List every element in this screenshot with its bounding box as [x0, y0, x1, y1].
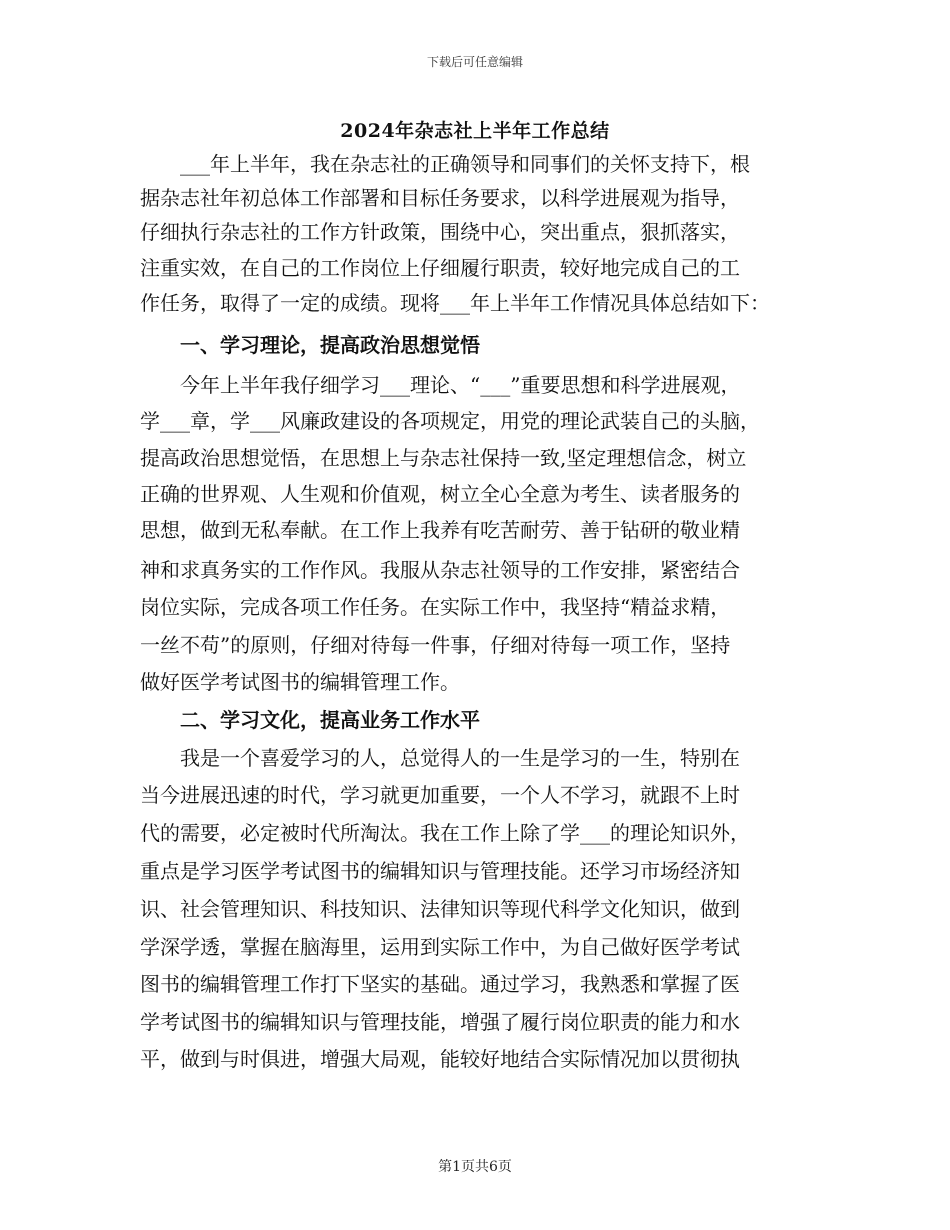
document-title: 2024年杂志社上半年工作总结 [340, 120, 610, 142]
body-line: 思想，做到无私奉献。在工作上我养有吃苦耐劳、善于钻研的敬业精 [140, 518, 740, 542]
page-footer-number: 第1页共6页 [438, 1159, 512, 1175]
body-line: 神和求真务实的工作作风。我服从杂志社领导的工作安排，紧密结合 [140, 558, 740, 582]
body-line: 仔细执行杂志社的工作方针政策，围绕中心，突出重点，狠抓落实， [140, 220, 740, 244]
body-line: 重点是学习医学考试图书的编辑知识与管理技能。还学习市场经济知 [140, 859, 740, 883]
body-line: 平，做到与时俱进，增强大局观，能较好地结合实际情况加以贯彻执 [140, 1047, 740, 1071]
body-line: 做好医学考试图书的编辑管理工作。 [140, 670, 460, 694]
body-line: 学深学透，掌握在脑海里，运用到实际工作中，为自己做好医学考试 [140, 935, 740, 959]
body-line: ___年上半年，我在杂志社的正确领导和同事们的关怀支持下，根 [140, 152, 750, 176]
body-line: 图书的编辑管理工作打下坚实的基础。通过学习，我熟悉和掌握了医 [140, 972, 740, 996]
body-line: 学考试图书的编辑知识与管理技能，增强了履行岗位职责的能力和水 [140, 1010, 740, 1034]
body-line: 正确的世界观、人生观和价值观，树立全心全意为考生、读者服务的 [140, 482, 740, 506]
section-heading-1: 一、学习理论，提高政治思想觉悟 [140, 333, 480, 357]
body-line: 代的需要，必定被时代所淘汰。我在工作上除了学___的理论知识外， [140, 821, 750, 845]
body-line: 今年上半年我仔细学习___理论、“___”重要思想和科学进展观， [140, 373, 741, 397]
body-line: 我是一个喜爱学习的人，总觉得人的一生是学习的一生，特别在 [140, 746, 740, 770]
page-header-note: 下载后可任意编辑 [426, 55, 523, 69]
body-line: 学___章，学___风廉政建设的各项规定，用党的理论武装自己的头脑， [140, 409, 760, 433]
body-line: 当今进展迅速的时代，学习就更加重要，一个人不学习，就跟不上时 [140, 783, 740, 807]
body-line: 据杂志社年初总体工作部署和目标任务要求，以科学进展观为指导， [140, 186, 740, 210]
body-line: 识、社会管理知识、科技知识、法律知识等现代科学文化知识，做到 [140, 897, 740, 921]
body-line: 提高政治思想觉悟，在思想上与杂志社保持一致,坚定理想信念，树立 [140, 446, 747, 470]
body-line: 一丝不苟”的原则，仔细对待每一件事，仔细对待每一项工作，坚持 [140, 633, 731, 657]
body-line: 作任务，取得了一定的成绩。现将___年上半年工作情况具体总结如下： [140, 291, 770, 315]
body-line: 岗位实际，完成各项工作任务。在实际工作中，我坚持“精益求精， [140, 595, 731, 619]
section-heading-2: 二、学习文化，提高业务工作水平 [140, 708, 480, 732]
body-line: 注重实效，在自己的工作岗位上仔细履行职责，较好地完成自己的工 [140, 256, 740, 280]
